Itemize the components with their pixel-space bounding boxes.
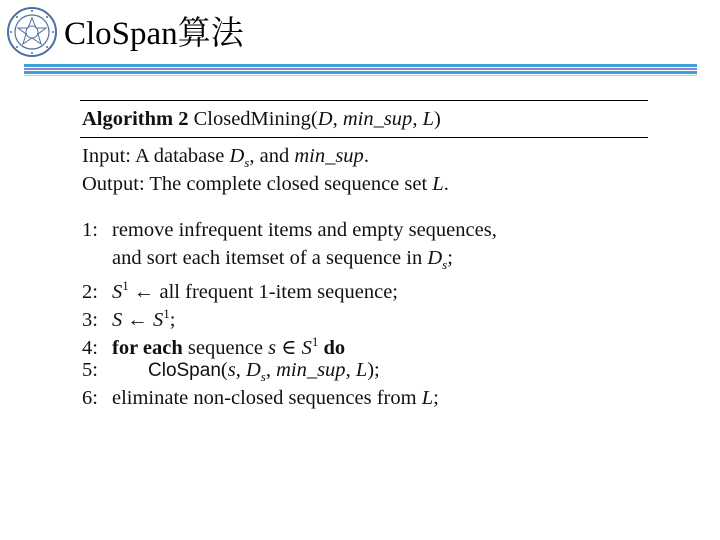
step-2: 2: $S^1$ ← all frequent 1-item sequence;: [82, 278, 398, 303]
step-4: 4: for each sequence s ∈ $S^1$ do: [82, 334, 346, 359]
algorithm-header: [80, 101, 648, 137]
algorithm-label: Algorithm 2: [82, 108, 189, 130]
step-3: 3: S ← $S^1$;: [82, 306, 176, 331]
algorithm-input: Input: A database $D_s$, and min_sup.: [82, 145, 369, 171]
algorithm-steps: [80, 216, 648, 412]
step-5: 5: CloSpan(s, $D_s$, min_sup, L);: [82, 359, 380, 385]
step-6: 6: eliminate non-closed sequences from L;: [82, 387, 439, 409]
step-1: 1: remove infrequent items and empty sequences,: [82, 219, 497, 241]
algorithm-signature: ClosedMining(D, min_sup, L): [193, 108, 441, 130]
algorithm-box: [80, 100, 648, 412]
university-seal-logo: [6, 6, 58, 58]
step-1-continued: and sort each itemset of a sequence in $D_s$;: [112, 247, 453, 273]
slide-title: CloSpan算法: [64, 16, 244, 52]
algorithm-output: Output: The complete closed sequence set L.: [82, 173, 449, 195]
title-divider: [24, 64, 697, 78]
